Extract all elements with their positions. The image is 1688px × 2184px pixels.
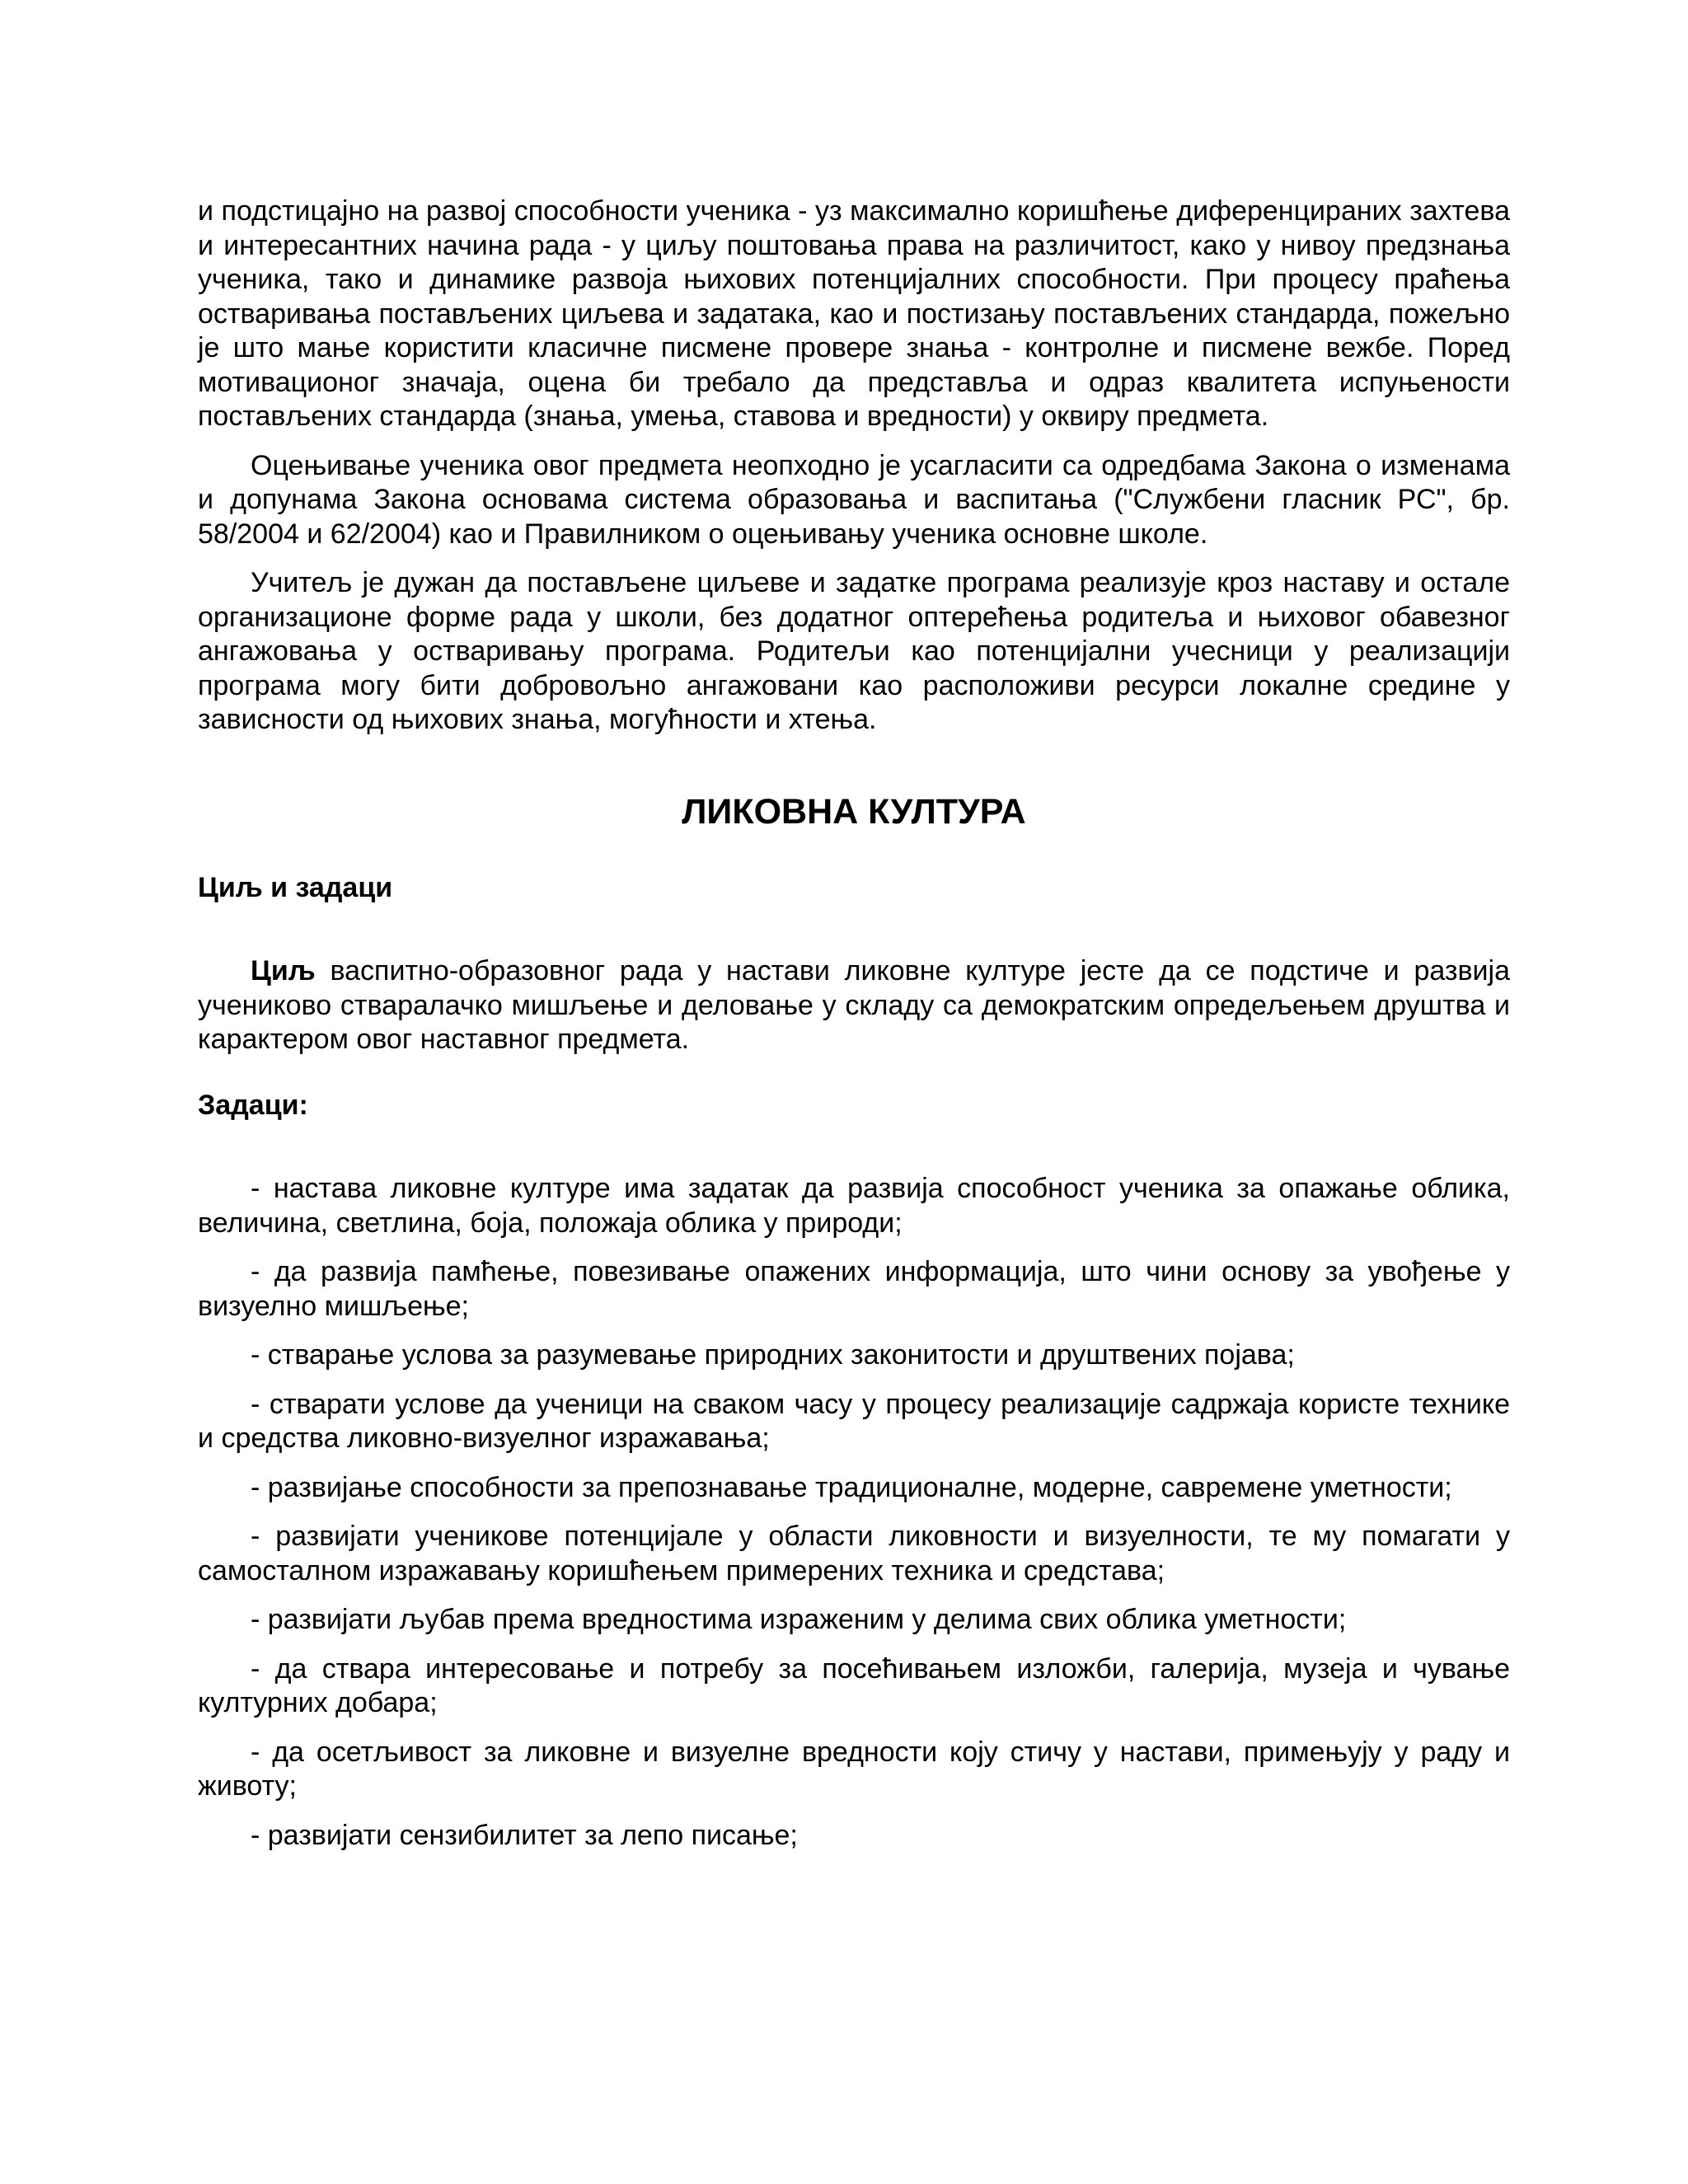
task-item: - да осетљивост за ликовне и визуелне вредности коју стичу у настави, примењују у раду и животу; <box>198 1736 1510 1802</box>
goal-text: васпитно-образовног рада у настави ликовне културе јесте да се подстиче и развија учениково стваралачко мишљење и деловање у складу са демократским опредељењем друштва и карактером овог наставног предмета. <box>198 955 1510 1055</box>
task-item: - развијати љубав према вредностима израженим у делима свих облика уметности; <box>251 1604 1347 1635</box>
goal-paragraph <box>198 954 1510 1057</box>
task-item: - стварати услове да ученици на сваком часу у процесу реализације садржаја користе технике и средства ликовно-визуелног изражавања; <box>198 1388 1510 1454</box>
task-item: - развијати ученикове потенцијале у области ликовности и визуелности, те му помагати у самосталном изражавању коришћењем примерених техника и средстава; <box>198 1521 1510 1586</box>
intro-paragraph-2: Оцењивање ученика овог предмета неопходно је усагласити са одредбама Закона о изменама и допунама Закона основама система образовања и васпитања ("Службени гласник РС", бр. 58/2004 и 62/2004) као и Правилником о оцењивању ученика основне школе. <box>198 449 1510 550</box>
intro-paragraph-1: и подстицајно на развој способности ученика - уз максимално коришћење диференцираних захтева и интересантних начина рада - у циљу поштовања права на различитост, како у нивоу предзнања ученика, тако и динамике развоја њихових потенцијалних способности. При процесу праћења остваривања постављених циљева и задатака, као и постизању постављених стандарда, пожељно је што мање користити класичне писмене провере знања - контролне и писмене вежбе. Поред мотивационог значаја, оцена би требало да представља и одраз квалитета испуњености постављених стандарда (знања, умења, ставова и вредности) у оквиру предмета. <box>198 195 1510 432</box>
task-item: - да ствара интересовање и потребу за посећивањем изложби, галерија, музеја и чување културних добара; <box>198 1652 1510 1718</box>
task-item: - настава ликовне културе има задатак да развија способност ученика за опажање облика, величина, светлина, боја, положаја облика у природи; <box>198 1173 1510 1239</box>
task-item: - да развија памћење, повезивање опажених информација, што чини основу за увођење у визуелно мишљење; <box>198 1256 1510 1322</box>
section-title: ЛИКОВНА КУЛТУРА <box>682 791 1026 832</box>
goals-heading: Циљ и задаци <box>198 871 393 903</box>
intro-paragraph-3: Учитељ је дужан да постављене циљеве и задатке програма реализује кроз наставу и остале организационе форме рада у школи, без додатног оптерећења родитеља и њиховог обавезног ангажовања у остваривању програма. Родитељи као потенцијални учесници у реализацији програма могу бити добровољно ангажовани као расположиви ресурси локалне средине у зависности од њихових знања, могућности и хтења. <box>198 567 1510 735</box>
goal-lead: Циљ <box>251 955 316 987</box>
document-page <box>198 194 1510 1868</box>
task-item: - стварање услова за разумевање природних законитости и друштвених појава; <box>251 1339 1295 1371</box>
task-item: - развијање способности за препознавање традиционалне, модерне, савремене уметности; <box>251 1471 1452 1503</box>
task-item: - развијати сензибилитет за лепо писање; <box>251 1819 798 1851</box>
tasks-heading: Задаци: <box>198 1089 308 1121</box>
